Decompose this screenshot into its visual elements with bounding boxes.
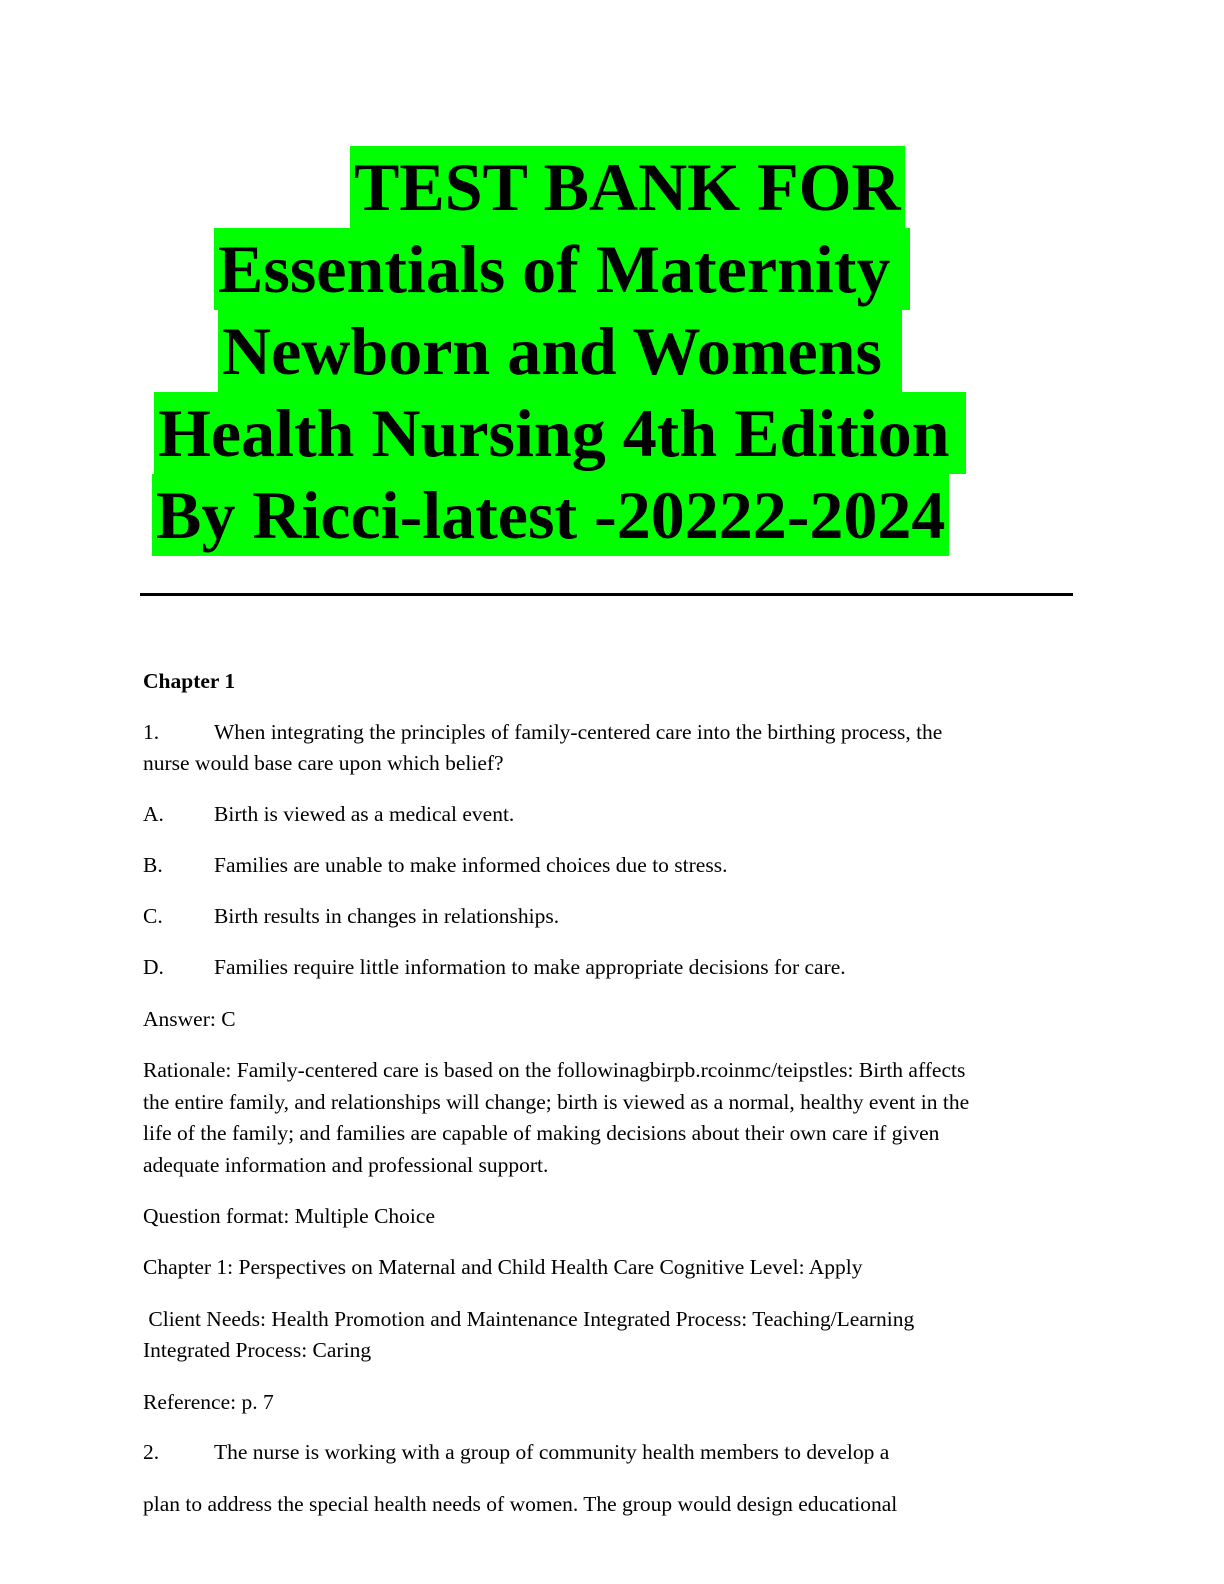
- question-1-stem-text: When integrating the principles of family-centered care into the birthing process, the: [214, 720, 943, 744]
- question-2-number: 2.: [143, 1440, 160, 1464]
- horizontal-rule: [140, 593, 1073, 596]
- option-b-text: Families are unable to make informed choices due to stress.: [214, 853, 728, 877]
- chapter-info: Chapter 1: Perspectives on Maternal and Child Health Care Cognitive Level: Apply: [143, 1255, 863, 1279]
- question-2-stem-text: The nurse is working with a group of community health members to develop a: [214, 1440, 890, 1464]
- rationale-line-1: Rationale: Family-centered care is based on the followinagbirpb.rcoinmc/teipstles: Birth affects: [143, 1058, 966, 1082]
- question-2-stem-line-1: [143, 1437, 1073, 1468]
- rationale-line-4: adequate information and professional support.: [143, 1153, 549, 1177]
- option-d-letter: D.: [143, 955, 164, 979]
- option-d: [143, 952, 1073, 983]
- question-format: Question format: Multiple Choice: [143, 1204, 435, 1228]
- question-1-number: 1.: [143, 720, 160, 744]
- rationale-line-3: life of the family; and families are capable of making decisions about their own care if given: [143, 1121, 940, 1145]
- option-a: [143, 799, 1073, 830]
- title-line-1: TEST BANK FOR: [350, 146, 905, 228]
- rationale-line-2: the entire family, and relationships will change; birth is viewed as a normal, healthy event in the: [143, 1090, 970, 1114]
- title-line-3: Newborn and Womens: [218, 310, 902, 392]
- title-line-4: Health Nursing 4th Edition: [154, 392, 966, 474]
- option-c-text: Birth results in changes in relationships.: [214, 904, 560, 928]
- option-a-text: Birth is viewed as a medical event.: [214, 802, 515, 826]
- option-d-text: Families require little information to make appropriate decisions for care.: [214, 955, 846, 979]
- question-1-stem-line-1: [143, 717, 1073, 748]
- question-2-stem-line-2: plan to address the special health needs of women. The group would design educational: [143, 1492, 898, 1516]
- option-c-letter: C.: [143, 904, 163, 928]
- reference: Reference: p. 7: [143, 1390, 274, 1414]
- answer: Answer: C: [143, 1007, 236, 1031]
- question-1-stem-line-2: nurse would base care upon which belief?: [143, 751, 504, 775]
- option-a-letter: A.: [143, 802, 164, 826]
- option-c: [143, 901, 1073, 932]
- option-b-letter: B.: [143, 853, 163, 877]
- client-needs-line-2: Integrated Process: Caring: [143, 1338, 372, 1362]
- chapter-heading: Chapter 1: [143, 669, 236, 693]
- client-needs-line-1: Client Needs: Health Promotion and Maintenance Integrated Process: Teaching/Learning: [143, 1307, 915, 1331]
- title-line-5: By Ricci-latest -20222-2024: [152, 474, 949, 556]
- option-b: [143, 850, 1073, 881]
- title-line-2: Essentials of Maternity: [214, 228, 910, 310]
